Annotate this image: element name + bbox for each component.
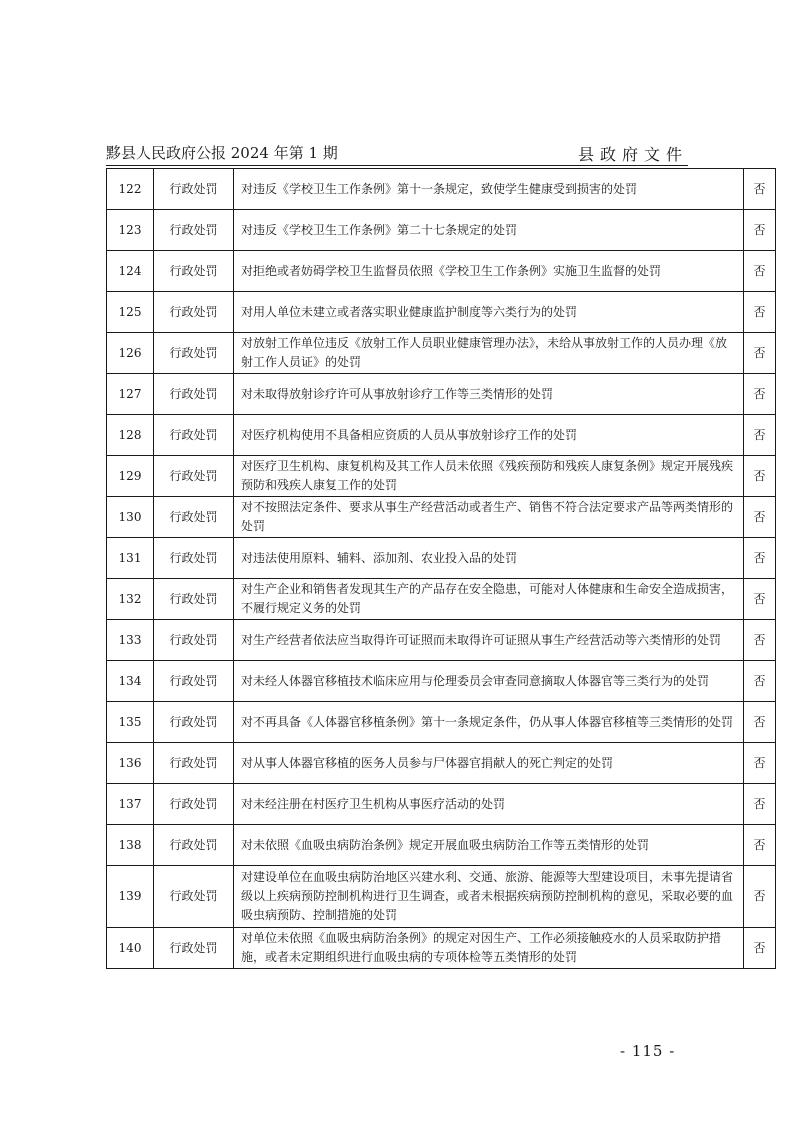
table-row — [107, 661, 776, 702]
row-flag: 否 — [744, 292, 776, 333]
row-description: 对违法使用原料、辅料、添加剂、农业投入品的处罚 — [234, 538, 744, 579]
row-description: 对拒绝或者妨碍学校卫生监督员依照《学校卫生工作条例》实施卫生监督的处罚 — [234, 251, 744, 292]
row-flag: 否 — [744, 374, 776, 415]
row-type: 行政处罚 — [154, 497, 234, 538]
row-flag: 否 — [744, 928, 776, 969]
row-flag: 否 — [744, 825, 776, 866]
row-description: 对医疗机构使用不具备相应资质的人员从事放射诊疗工作的处罚 — [234, 415, 744, 456]
row-description: 对未取得放射诊疗许可从事放射诊疗工作等三类情形的处罚 — [234, 374, 744, 415]
table-row — [107, 538, 776, 579]
row-flag: 否 — [744, 497, 776, 538]
table-row — [107, 866, 776, 928]
row-flag: 否 — [744, 579, 776, 620]
table-row — [107, 743, 776, 784]
row-number: 138 — [107, 825, 154, 866]
row-type: 行政处罚 — [154, 169, 234, 210]
row-flag: 否 — [744, 661, 776, 702]
row-flag: 否 — [744, 538, 776, 579]
row-number: 132 — [107, 579, 154, 620]
table-row — [107, 620, 776, 661]
row-number: 134 — [107, 661, 154, 702]
row-description: 对生产企业和销售者发现其生产的产品存在安全隐患，可能对人体健康和生命安全造成损害，不履行规定义务的处罚 — [234, 579, 744, 620]
table-row — [107, 702, 776, 743]
row-description: 对未依照《血吸虫病防治条例》规定开展血吸虫病防治工作等五类情形的处罚 — [234, 825, 744, 866]
row-type: 行政处罚 — [154, 579, 234, 620]
row-number: 135 — [107, 702, 154, 743]
table-row — [107, 333, 776, 374]
items-table-body — [107, 169, 776, 969]
row-flag: 否 — [744, 415, 776, 456]
row-description: 对医疗卫生机构、康复机构及其工作人员未依照《残疾预防和残疾人康复条例》规定开展残疾预防和残疾人康复工作的处罚 — [234, 456, 744, 497]
table-row — [107, 825, 776, 866]
table-row — [107, 579, 776, 620]
row-type: 行政处罚 — [154, 456, 234, 497]
row-flag: 否 — [744, 620, 776, 661]
bulletin-title: 黟县人民政府公报 2024 年第 1 期 — [106, 144, 338, 162]
page-number: - 115 - — [620, 1042, 676, 1060]
row-type: 行政处罚 — [154, 661, 234, 702]
row-description: 对不再具备《人体器官移植条例》第十一条规定条件，仍从事人体器官移植等三类情形的处罚 — [234, 702, 744, 743]
table-row — [107, 415, 776, 456]
row-type: 行政处罚 — [154, 374, 234, 415]
row-type: 行政处罚 — [154, 702, 234, 743]
table-row — [107, 497, 776, 538]
row-flag: 否 — [744, 169, 776, 210]
row-number: 139 — [107, 866, 154, 928]
header-rule — [106, 165, 688, 166]
row-type: 行政处罚 — [154, 538, 234, 579]
row-type: 行政处罚 — [154, 333, 234, 374]
row-number: 128 — [107, 415, 154, 456]
row-number: 140 — [107, 928, 154, 969]
row-number: 136 — [107, 743, 154, 784]
page-header — [106, 142, 688, 164]
row-number: 127 — [107, 374, 154, 415]
row-number: 133 — [107, 620, 154, 661]
row-number: 122 — [107, 169, 154, 210]
row-flag: 否 — [744, 333, 776, 374]
row-number: 125 — [107, 292, 154, 333]
row-type: 行政处罚 — [154, 825, 234, 866]
row-type: 行政处罚 — [154, 251, 234, 292]
row-number: 124 — [107, 251, 154, 292]
table-row — [107, 928, 776, 969]
row-description: 对未经注册在村医疗卫生机构从事医疗活动的处罚 — [234, 784, 744, 825]
row-description: 对不按照法定条件、要求从事生产经营活动或者生产、销售不符合法定要求产品等两类情形的处罚 — [234, 497, 744, 538]
row-number: 137 — [107, 784, 154, 825]
row-type: 行政处罚 — [154, 866, 234, 928]
row-flag: 否 — [744, 456, 776, 497]
row-description: 对违反《学校卫生工作条例》第二十七条规定的处罚 — [234, 210, 744, 251]
items-table — [106, 168, 776, 969]
row-type: 行政处罚 — [154, 928, 234, 969]
table-row — [107, 374, 776, 415]
row-flag: 否 — [744, 743, 776, 784]
row-number: 129 — [107, 456, 154, 497]
row-description: 对放射工作单位违反《放射工作人员职业健康管理办法》，未给从事放射工作的人员办理《放射工作人员证》的处罚 — [234, 333, 744, 374]
row-description: 对从事人体器官移植的医务人员参与尸体器官捐献人的死亡判定的处罚 — [234, 743, 744, 784]
row-flag: 否 — [744, 784, 776, 825]
row-flag: 否 — [744, 251, 776, 292]
row-type: 行政处罚 — [154, 415, 234, 456]
row-description: 对违反《学校卫生工作条例》第十一条规定，致使学生健康受到损害的处罚 — [234, 169, 744, 210]
row-description: 对生产经营者依法应当取得许可证照而未取得许可证照从事生产经营活动等六类情形的处罚 — [234, 620, 744, 661]
table-row — [107, 456, 776, 497]
row-flag: 否 — [744, 866, 776, 928]
row-description: 对未经人体器官移植技术临床应用与伦理委员会审查同意摘取人体器官等三类行为的处罚 — [234, 661, 744, 702]
table-row — [107, 210, 776, 251]
table-row — [107, 292, 776, 333]
table-row — [107, 169, 776, 210]
row-flag: 否 — [744, 702, 776, 743]
row-number: 130 — [107, 497, 154, 538]
row-type: 行政处罚 — [154, 292, 234, 333]
row-number: 131 — [107, 538, 154, 579]
row-number: 123 — [107, 210, 154, 251]
table-row — [107, 251, 776, 292]
row-type: 行政处罚 — [154, 784, 234, 825]
section-title: 县政府文件 — [577, 145, 688, 164]
row-number: 126 — [107, 333, 154, 374]
table-row — [107, 784, 776, 825]
row-type: 行政处罚 — [154, 620, 234, 661]
row-type: 行政处罚 — [154, 210, 234, 251]
row-type: 行政处罚 — [154, 743, 234, 784]
row-description: 对用人单位未建立或者落实职业健康监护制度等六类行为的处罚 — [234, 292, 744, 333]
row-description: 对单位未依照《血吸虫病防治条例》的规定对因生产、工作必须接触疫水的人员采取防护措施，或者未定期组织进行血吸虫病的专项体检等五类情形的处罚 — [234, 928, 744, 969]
row-flag: 否 — [744, 210, 776, 251]
row-description: 对建设单位在血吸虫病防治地区兴建水利、交通、旅游、能源等大型建设项目，未事先提请省级以上疾病预防控制机构进行卫生调查，或者未根据疾病预防控制机构的意见，采取必要的血吸虫病预防、控制措施的处罚 — [234, 866, 744, 928]
